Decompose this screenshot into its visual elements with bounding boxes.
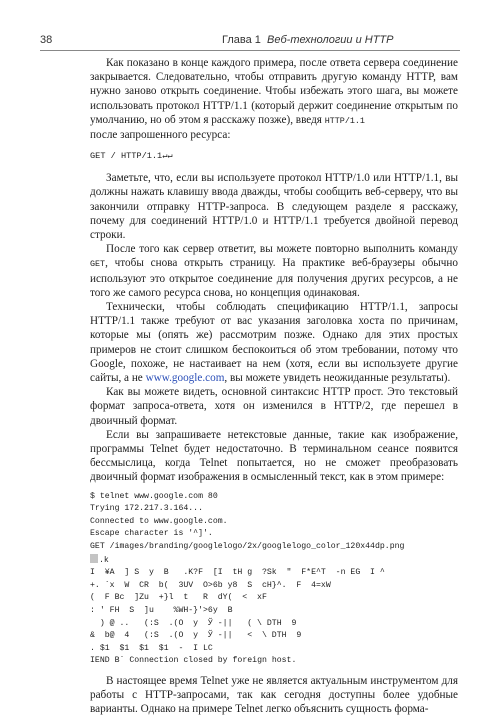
chapter-label: Глава 1 [222,34,261,46]
binary-line: I ¥A ] S y B .K?F [I tH g ?Sk " F*E^T -n EG I ^ [90,568,385,578]
paragraph-4 [90,300,458,385]
binary-line: .k [99,555,109,565]
inline-code-get: GET [90,259,106,270]
paragraph-4-text-b: , вы можете увидеть неожиданные результаты). [224,372,451,385]
code-line-closed: Connection closed by foreign host. [129,656,297,666]
page-content [90,56,458,717]
paragraph-3 [90,242,458,300]
inline-code-http11: HTTP/1.1 [324,115,365,126]
binary-line: IEND B` [90,656,125,666]
binary-line: & b@ 4 (:S .(O y Ў -|| < \ DTH 9 [90,631,302,641]
code-line-escape: Escape character is '^]'. [90,529,213,539]
telnet-session-code [90,491,458,668]
paragraph-1 [90,56,458,142]
paragraph-4-text-a: Технически, чтобы соблюдать спецификацию HTTP/1.1, запросы HTTP/1.1 также требуют от вас указания заголовка хоста по причинам, которые мы (опять же) рассмотрим позже. Однако для этих простых примеров не стоит слишком беспокоиться об этом требовании, потому что Google, похоже, не настаивает на нем (хотя, если вы используете другие сайты, а не [90,301,458,385]
paragraph-6: Если вы запрашиваете нетекстовые данные, такие как изображение, программы Telnet будет недостаточно. В терминальном сеансе появится бессмыслица, когда Telnet попытается, но не сможет преобразовать двоичный формат изображения в осмысленный текст, как в этом примере: [90,428,458,484]
paragraph-2: Заметьте, что, если вы используете протокол HTTP/1.0 или HTTP/1.1, вы должны нажать клавишу ввода дважды, чтобы сообщить веб-серверу, что вы закончили отправку HTTP-запроса. В следующем разделе я расскажу, почему для соединений HTTP/1.0 и HTTP/1.1 требуется двойной перевод строки. [90,172,458,242]
paragraph-3-text-a: После того как сервер ответит, вы можете повторно выполнить команду [106,243,458,256]
paragraph-1-text: Как показано в конце каждого примера, после ответа сервера соединение закрывается. Следовательно, чтобы отправить другую команду HTTP, вам нужно заново открыть соединение. Чтобы избежать этого шага, вы можете использовать протокол HTTP/1.1 (который держит соединение открытым по умолчанию, но об этом я расскажу позже), введя [90,57,458,126]
google-link[interactable]: www.google.com [145,372,225,385]
binary-line: ( F Bc ]Zu +}l t R dY( < xF [90,593,267,603]
chapter-heading [222,34,393,46]
code-line-connected: Connected to www.google.com. [90,516,228,526]
code-line-trying: Trying 172.217.3.164... [90,504,204,514]
binary-line: . $1 $1 $1 $1 - I LC [90,643,213,653]
chapter-title: Веб-технологии и HTTP [267,34,394,46]
binary-glyph [90,554,98,563]
paragraph-5: Как вы можете видеть, основной синтаксис HTTP прост. Это текстовый формат запроса-ответа, хотя он изменился в HTTP/2, где перешел в двоичный формат. [90,386,458,427]
paragraph-7: В настоящее время Telnet уже не является актуальным инструментом для работы с HTTP-запросами, так как сегодня доступны более удобные варианты. Однако на примере Telnet легко объяснить сущность форма- [90,675,458,716]
code-line-telnet: $ telnet www.google.com 80 [90,491,218,501]
binary-line: : ' FH S ]u %WH-}'>6y B [90,606,233,616]
binary-line: ) @ .. (:S .(O y Ў -|| ( \ DTH 9 [90,618,297,628]
code-line-get-image: GET /images/branding/googlelogo/2x/googlelogo_color_120x44dp.png [90,542,405,552]
running-header [40,36,460,51]
page-number: 38 [40,34,53,46]
paragraph-1-end: после запрошенного ресурса: [90,129,231,142]
paragraph-3-text-b: , чтобы снова открыть страницу. На практике веб-браузеры обычно используют это открытое соединение для получения других ресурсов, а не того же самого ресурса снова, но концепция одинаковая. [90,257,458,299]
code-get-request: GET / HTTP/1.1↵↵ [90,151,173,162]
binary-line: +. `x W CR b( 3UV O>6b y8 S cH}^. F 4=xW [90,580,331,590]
